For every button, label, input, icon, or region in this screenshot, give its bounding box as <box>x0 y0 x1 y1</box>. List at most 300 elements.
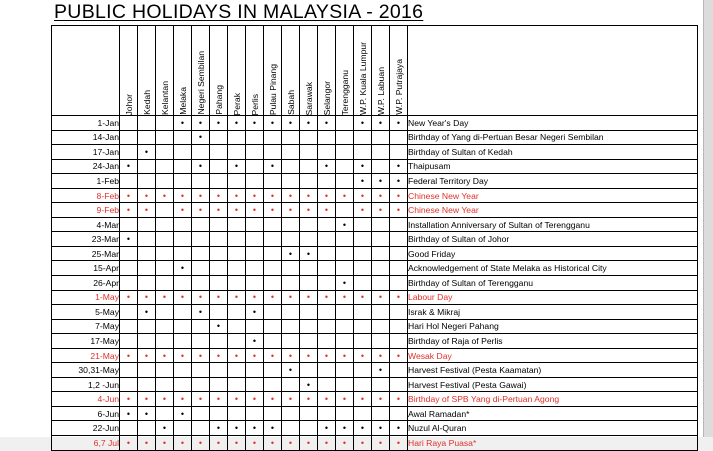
holiday-dot: • <box>246 421 264 436</box>
empty-cell <box>192 406 210 421</box>
empty-cell <box>120 276 138 291</box>
holiday-dot: • <box>354 203 372 218</box>
empty-cell <box>372 217 390 232</box>
empty-cell <box>228 334 246 349</box>
empty-cell <box>390 145 408 160</box>
empty-cell <box>300 305 318 320</box>
empty-cell <box>282 276 300 291</box>
holiday-dot: • <box>138 188 156 203</box>
holiday-dot: • <box>336 392 354 407</box>
empty-cell <box>264 276 282 291</box>
holiday-name: Acknowledgement of State Melaka as Historical City <box>408 261 698 276</box>
holiday-dot: • <box>390 203 408 218</box>
empty-cell <box>264 217 282 232</box>
holiday-row <box>52 319 698 334</box>
holiday-dot: • <box>372 363 390 378</box>
state-label: Perak <box>231 92 242 115</box>
empty-cell <box>156 334 174 349</box>
empty-cell <box>372 159 390 174</box>
holiday-dot: • <box>318 188 336 203</box>
holiday-row <box>52 130 698 145</box>
holiday-name: Chinese New Year <box>408 203 698 218</box>
empty-cell <box>246 276 264 291</box>
holiday-date: 30,31-May <box>52 363 120 378</box>
holiday-dot: • <box>138 392 156 407</box>
holiday-row <box>52 276 698 291</box>
state-label: Kelantan <box>159 81 170 115</box>
holiday-dot: • <box>354 392 372 407</box>
holiday-dot: • <box>264 188 282 203</box>
empty-cell <box>264 377 282 392</box>
state-header <box>390 26 408 116</box>
empty-cell <box>120 246 138 261</box>
holiday-dot: • <box>282 290 300 305</box>
empty-cell <box>300 421 318 436</box>
holiday-dot: • <box>138 203 156 218</box>
empty-cell <box>318 145 336 160</box>
empty-cell <box>138 319 156 334</box>
holiday-dot: • <box>354 421 372 436</box>
empty-cell <box>156 377 174 392</box>
holiday-dot: • <box>300 348 318 363</box>
state-label: Perlis <box>249 93 260 115</box>
empty-cell <box>228 145 246 160</box>
holiday-dot: • <box>354 159 372 174</box>
state-label: Selangor <box>321 80 332 115</box>
empty-cell <box>210 130 228 145</box>
holiday-dot: • <box>192 130 210 145</box>
empty-cell <box>210 217 228 232</box>
holiday-dot: • <box>300 203 318 218</box>
holiday-dot: • <box>318 159 336 174</box>
empty-cell <box>354 334 372 349</box>
empty-cell <box>246 363 264 378</box>
empty-cell <box>174 232 192 247</box>
holiday-dot: • <box>228 188 246 203</box>
holiday-dot: • <box>156 392 174 407</box>
holiday-row <box>52 377 698 392</box>
holiday-dot: • <box>228 421 246 436</box>
holiday-dot: • <box>336 290 354 305</box>
empty-cell <box>192 377 210 392</box>
empty-cell <box>174 363 192 378</box>
holiday-dot: • <box>390 174 408 189</box>
holiday-dot: • <box>300 188 318 203</box>
holiday-dot: • <box>390 116 408 131</box>
holiday-dot: • <box>228 116 246 131</box>
empty-cell <box>318 130 336 145</box>
holiday-dot: • <box>372 421 390 436</box>
holiday-date: 23-Mar <box>52 232 120 247</box>
holiday-dot: • <box>174 116 192 131</box>
empty-cell <box>138 334 156 349</box>
empty-cell <box>228 130 246 145</box>
empty-cell <box>300 363 318 378</box>
holiday-dot: • <box>336 217 354 232</box>
empty-cell <box>228 276 246 291</box>
empty-cell <box>246 261 264 276</box>
holiday-row <box>52 406 698 421</box>
empty-cell <box>318 246 336 261</box>
empty-cell <box>210 276 228 291</box>
empty-cell <box>138 116 156 131</box>
empty-cell <box>336 363 354 378</box>
holiday-dot: • <box>156 436 174 451</box>
holiday-dot: • <box>300 436 318 451</box>
empty-cell <box>354 406 372 421</box>
holiday-dot: • <box>300 116 318 131</box>
holiday-name: Installation Anniversary of Sultan of Terengganu <box>408 217 698 232</box>
holiday-row <box>52 145 698 160</box>
holiday-name: Birthday of Raja of Perlis <box>408 334 698 349</box>
empty-cell <box>246 319 264 334</box>
empty-cell <box>174 305 192 320</box>
state-label: Terengganu <box>339 69 350 115</box>
empty-cell <box>210 246 228 261</box>
holiday-dot: • <box>282 392 300 407</box>
holiday-dot: • <box>372 203 390 218</box>
empty-cell <box>264 232 282 247</box>
empty-cell <box>300 159 318 174</box>
holiday-dot: • <box>138 348 156 363</box>
holiday-name-header <box>408 26 698 116</box>
empty-cell <box>138 246 156 261</box>
holiday-dot: • <box>246 392 264 407</box>
empty-cell <box>372 261 390 276</box>
holiday-dot: • <box>390 348 408 363</box>
holiday-date: 7-May <box>52 319 120 334</box>
state-label: W.P. Putrajaya <box>393 59 404 115</box>
holiday-row <box>52 334 698 349</box>
empty-cell <box>228 319 246 334</box>
holiday-dot: • <box>246 334 264 349</box>
holiday-dot: • <box>264 421 282 436</box>
empty-cell <box>174 421 192 436</box>
empty-cell <box>354 145 372 160</box>
holiday-dot: • <box>372 188 390 203</box>
empty-cell <box>156 319 174 334</box>
holiday-dot: • <box>390 392 408 407</box>
holiday-date: 1-Jan <box>52 116 120 131</box>
empty-cell <box>174 334 192 349</box>
empty-cell <box>372 276 390 291</box>
holiday-date: 1,2 -Jun <box>52 377 120 392</box>
holiday-dot: • <box>336 188 354 203</box>
empty-cell <box>156 261 174 276</box>
empty-cell <box>156 159 174 174</box>
empty-cell <box>390 217 408 232</box>
holiday-dot: • <box>264 436 282 451</box>
holiday-name: Birthday of Sultan of Kedah <box>408 145 698 160</box>
empty-cell <box>354 130 372 145</box>
holiday-dot: • <box>120 203 138 218</box>
holiday-dot: • <box>282 363 300 378</box>
empty-cell <box>372 305 390 320</box>
empty-cell <box>318 319 336 334</box>
holiday-row <box>52 188 698 203</box>
holiday-dot: • <box>282 203 300 218</box>
holiday-dot: • <box>228 290 246 305</box>
empty-cell <box>318 217 336 232</box>
state-label: Negeri Sembilan <box>195 51 206 115</box>
empty-cell <box>282 421 300 436</box>
empty-cell <box>282 305 300 320</box>
holiday-dot: • <box>318 436 336 451</box>
holiday-dot: • <box>174 261 192 276</box>
empty-cell <box>120 116 138 131</box>
state-label: W.P. Kuala Lumpur <box>357 42 368 115</box>
holiday-dot: • <box>210 421 228 436</box>
empty-cell <box>300 174 318 189</box>
empty-cell <box>120 319 138 334</box>
empty-cell <box>318 261 336 276</box>
empty-cell <box>336 305 354 320</box>
state-header <box>210 26 228 116</box>
holiday-name: Israk & Mikraj <box>408 305 698 320</box>
holiday-row <box>52 363 698 378</box>
empty-cell <box>390 261 408 276</box>
holiday-dot: • <box>192 392 210 407</box>
empty-cell <box>156 217 174 232</box>
empty-cell <box>264 130 282 145</box>
holiday-name: New Year's Day <box>408 116 698 131</box>
empty-cell <box>264 319 282 334</box>
empty-cell <box>228 377 246 392</box>
empty-cell <box>354 363 372 378</box>
empty-cell <box>282 319 300 334</box>
holiday-dot: • <box>354 116 372 131</box>
empty-cell <box>336 319 354 334</box>
empty-cell <box>246 232 264 247</box>
empty-cell <box>246 174 264 189</box>
empty-cell <box>372 246 390 261</box>
empty-cell <box>372 406 390 421</box>
state-header <box>318 26 336 116</box>
holiday-name: Birthday of Yang di-Pertuan Besar Negeri Sembilan <box>408 130 698 145</box>
empty-cell <box>264 246 282 261</box>
empty-cell <box>318 377 336 392</box>
holiday-row <box>52 203 698 218</box>
empty-cell <box>174 145 192 160</box>
holiday-dot: • <box>372 116 390 131</box>
holiday-dot: • <box>192 436 210 451</box>
empty-cell <box>336 377 354 392</box>
empty-cell <box>336 174 354 189</box>
page-title: PUBLIC HOLIDAYS IN MALAYSIA - 2016 <box>54 1 424 23</box>
holiday-dot: • <box>192 188 210 203</box>
empty-cell <box>372 319 390 334</box>
empty-cell <box>228 232 246 247</box>
empty-cell <box>138 217 156 232</box>
holiday-dot: • <box>336 348 354 363</box>
empty-cell <box>372 145 390 160</box>
empty-cell <box>156 145 174 160</box>
holiday-dot: • <box>120 232 138 247</box>
holiday-row <box>52 348 698 363</box>
holiday-dot: • <box>156 421 174 436</box>
state-header-row <box>52 26 698 116</box>
empty-cell <box>336 406 354 421</box>
state-label: W.P. Labuan <box>375 66 386 115</box>
holiday-dot: • <box>246 116 264 131</box>
holiday-dot: • <box>354 174 372 189</box>
holiday-dot: • <box>228 436 246 451</box>
holiday-rows <box>52 116 698 451</box>
empty-cell <box>300 145 318 160</box>
holiday-name: Nuzul Al-Quran <box>408 421 698 436</box>
empty-cell <box>390 246 408 261</box>
empty-cell <box>264 174 282 189</box>
holiday-row <box>52 421 698 436</box>
empty-cell <box>300 334 318 349</box>
holiday-name: Hari Raya Puasa* <box>408 436 698 451</box>
empty-cell <box>282 174 300 189</box>
holiday-dot: • <box>282 188 300 203</box>
state-label: Johor <box>123 93 134 115</box>
state-header <box>174 26 192 116</box>
holiday-date: 17-May <box>52 334 120 349</box>
holiday-dot: • <box>192 305 210 320</box>
holiday-row <box>52 436 698 451</box>
holiday-dot: • <box>264 290 282 305</box>
holiday-row <box>52 261 698 276</box>
holiday-name: Thaipusam <box>408 159 698 174</box>
holiday-name: Birthday of Sultan of Terengganu <box>408 276 698 291</box>
state-label: Sabah <box>285 90 296 115</box>
empty-cell <box>282 261 300 276</box>
holiday-name: Birthday of Sultan of Johor <box>408 232 698 247</box>
holiday-dot: • <box>138 436 156 451</box>
empty-cell <box>192 174 210 189</box>
empty-cell <box>390 377 408 392</box>
empty-cell <box>192 363 210 378</box>
holiday-dot: • <box>120 159 138 174</box>
empty-cell <box>120 174 138 189</box>
empty-cell <box>174 174 192 189</box>
holiday-dot: • <box>264 348 282 363</box>
empty-cell <box>282 145 300 160</box>
holiday-dot: • <box>228 348 246 363</box>
state-label: Pulau Pinang <box>267 63 278 115</box>
holiday-dot: • <box>300 392 318 407</box>
empty-cell <box>282 232 300 247</box>
holiday-name: Chinese New Year <box>408 188 698 203</box>
empty-cell <box>210 159 228 174</box>
holiday-dot: • <box>282 436 300 451</box>
holiday-dot: • <box>228 392 246 407</box>
holiday-dot: • <box>282 348 300 363</box>
holiday-name: Hari Hol Negeri Pahang <box>408 319 698 334</box>
empty-cell <box>138 363 156 378</box>
holiday-dot: • <box>210 188 228 203</box>
holiday-dot: • <box>354 348 372 363</box>
holiday-dot: • <box>246 348 264 363</box>
state-header <box>228 26 246 116</box>
holiday-dot: • <box>372 436 390 451</box>
empty-cell <box>354 246 372 261</box>
holiday-date: 25-Mar <box>52 246 120 261</box>
empty-cell <box>192 319 210 334</box>
empty-cell <box>336 232 354 247</box>
empty-cell <box>192 145 210 160</box>
holiday-date: 6-Jun <box>52 406 120 421</box>
empty-cell <box>336 145 354 160</box>
empty-cell <box>120 363 138 378</box>
holiday-dot: • <box>264 116 282 131</box>
empty-cell <box>390 406 408 421</box>
empty-cell <box>390 276 408 291</box>
holiday-dot: • <box>336 276 354 291</box>
empty-cell <box>300 130 318 145</box>
holiday-dot: • <box>318 290 336 305</box>
empty-cell <box>318 174 336 189</box>
empty-cell <box>174 130 192 145</box>
empty-cell <box>336 261 354 276</box>
holiday-dot: • <box>192 159 210 174</box>
empty-cell <box>390 363 408 378</box>
holiday-table <box>51 25 698 451</box>
empty-cell <box>210 406 228 421</box>
holiday-dot: • <box>138 406 156 421</box>
empty-cell <box>120 217 138 232</box>
empty-cell <box>390 319 408 334</box>
empty-cell <box>210 334 228 349</box>
empty-cell <box>120 130 138 145</box>
empty-cell <box>246 145 264 160</box>
empty-cell <box>300 319 318 334</box>
empty-cell <box>120 145 138 160</box>
holiday-dot: • <box>246 436 264 451</box>
holiday-dot: • <box>318 116 336 131</box>
holiday-row <box>52 217 698 232</box>
empty-cell <box>120 261 138 276</box>
holiday-dot: • <box>120 392 138 407</box>
empty-cell <box>300 232 318 247</box>
holiday-row <box>52 232 698 247</box>
empty-cell <box>282 334 300 349</box>
empty-cell <box>354 261 372 276</box>
holiday-dot: • <box>318 203 336 218</box>
empty-cell <box>210 377 228 392</box>
empty-cell <box>120 421 138 436</box>
holiday-name: Federal Territory Day <box>408 174 698 189</box>
empty-cell <box>390 305 408 320</box>
empty-cell <box>174 217 192 232</box>
empty-cell <box>264 363 282 378</box>
empty-cell <box>372 377 390 392</box>
holiday-dot: • <box>354 290 372 305</box>
empty-cell <box>264 305 282 320</box>
empty-cell <box>156 130 174 145</box>
holiday-date: 8-Feb <box>52 188 120 203</box>
empty-cell <box>318 334 336 349</box>
empty-cell <box>174 276 192 291</box>
empty-cell <box>354 232 372 247</box>
empty-cell <box>336 116 354 131</box>
holiday-dot: • <box>282 116 300 131</box>
holiday-dot: • <box>264 392 282 407</box>
empty-cell <box>138 232 156 247</box>
holiday-dot: • <box>282 246 300 261</box>
holiday-dot: • <box>174 436 192 451</box>
holiday-name: Wesak Day <box>408 348 698 363</box>
empty-cell <box>372 334 390 349</box>
empty-cell <box>210 174 228 189</box>
empty-cell <box>192 246 210 261</box>
state-header <box>300 26 318 116</box>
empty-cell <box>282 159 300 174</box>
empty-cell <box>246 377 264 392</box>
